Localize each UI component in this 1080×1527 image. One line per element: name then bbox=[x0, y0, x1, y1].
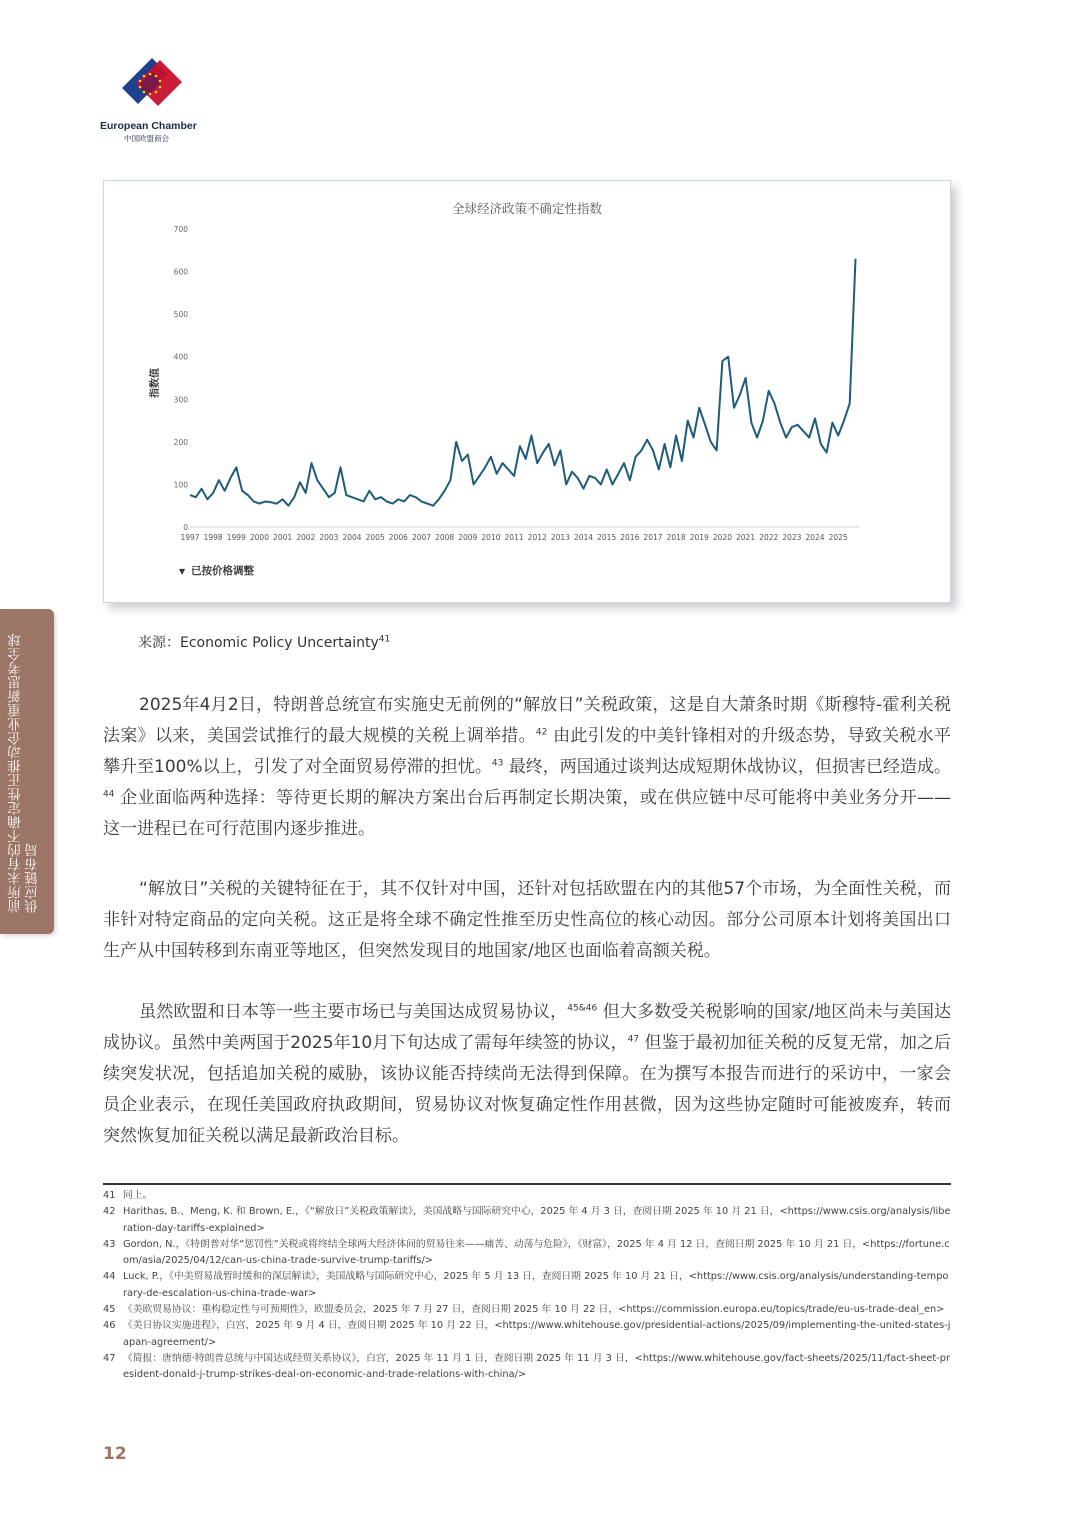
x-tick-label: 2004 bbox=[342, 533, 362, 542]
footnote-number: 42 bbox=[103, 1206, 116, 1218]
p3-text-a: 虽然欧盟和日本等一些主要市场已与美国达成贸易协议， bbox=[139, 1002, 568, 1022]
x-tick-label: 1999 bbox=[226, 533, 246, 542]
x-tick-label: 2019 bbox=[689, 533, 709, 542]
p1-text-d: 企业面临两种选择：等待更长期的解决方案出台后再制定长期决策，或在供应链中尽可能将中美业务分开——这一进程已在可行范围内逐步推进。 bbox=[103, 788, 951, 839]
footnote-number: 41 bbox=[103, 1190, 116, 1201]
x-tick-label: 2013 bbox=[550, 533, 570, 542]
legend-label: 已按价格调整 bbox=[191, 565, 254, 577]
x-tick-label: 1997 bbox=[180, 533, 200, 542]
x-tick-label: 2021 bbox=[736, 533, 756, 542]
x-tick-label: 2003 bbox=[319, 533, 339, 542]
source-ref: 41 bbox=[378, 634, 391, 645]
y-tick-label: 200 bbox=[173, 437, 188, 447]
footnote-text: 《美欧贸易协议：重构稳定性与可预期性》，欧盟委员会，2025 年 7 月 27 日，查阅日期 2025 年 10 月 22 日，<https://commission.europa.eu/topics/trade/eu-us-trade-deal_en> bbox=[123, 1304, 945, 1316]
footnote-text: Gordon, N.，《特朗普对华“惩罚性”关税或将终结全球两大经济体间的贸易往来——痛苦、动荡与危险》，《财富》，2025 年 4 月 12 日，查阅日期 2025 年 10 月 21 日，<https://fortune.com/asia/2025/04/12/can-us-china-trade-survive-trump-tariffs/> bbox=[123, 1238, 950, 1267]
p1-text-b: 由此引发的中美针锋相对的升级态势，导致关税水平攀升至100%以上，引发了对全面贸易停滞的担忧。 bbox=[103, 726, 952, 777]
footnote-ref-47[interactable]: 47 bbox=[627, 1034, 640, 1045]
x-tick-label: 2017 bbox=[643, 533, 663, 542]
footnote-ref-45-46[interactable]: 45&46 bbox=[567, 1003, 598, 1014]
footnote-item bbox=[103, 1269, 951, 1302]
side-chapter-tab bbox=[0, 609, 54, 934]
org-name: European Chamber bbox=[100, 120, 197, 132]
y-tick-label: 700 bbox=[173, 225, 188, 234]
y-tick-label: 100 bbox=[173, 480, 188, 490]
y-tick-label: 600 bbox=[173, 267, 188, 277]
footnote-text: 《美日协议实施进程》，白宫，2025 年 9 月 4 日，查阅日期 2025 年 10 月 22 日，<https://www.whitehouse.gov/presidential-actions/2025/09/implementing-the-united-states-japan-agreement/> bbox=[123, 1320, 951, 1348]
paragraph-3 bbox=[103, 997, 951, 1152]
y-tick-label: 0 bbox=[183, 523, 188, 532]
footnote-number: 46 bbox=[103, 1320, 116, 1332]
paragraph-2 bbox=[103, 874, 951, 967]
footnote-number: 43 bbox=[103, 1238, 116, 1250]
y-tick-label: 500 bbox=[173, 310, 188, 320]
org-name-cn: 中国欧盟商会 bbox=[124, 134, 169, 143]
footnote-ref-42[interactable]: 42 bbox=[535, 727, 548, 738]
y-axis-label: 指数值 bbox=[150, 368, 161, 398]
footnote-number: 45 bbox=[103, 1304, 116, 1316]
eu-chamber-emblem-icon bbox=[116, 52, 182, 118]
side-chapter-title: 前所未有的不确定性正推动企业重新思考全球供应链布局 bbox=[8, 633, 41, 913]
x-tick-label: 2005 bbox=[365, 533, 385, 542]
chart-legend bbox=[179, 564, 254, 577]
x-tick-label: 2014 bbox=[573, 533, 594, 542]
footnote-number: 44 bbox=[103, 1271, 116, 1283]
p3-text-c: 但鉴于最初加征关税的反复无常，加之后续突发状况，包括追加关税的威胁，该协议能否持续尚无法得到保障。在为撰写本报告而进行的采访中，一家会员企业表示，在现任美国政府执政期间，贸易协议对恢复确定性作用甚微，因为这些协定随时可能被废弃，转而突然恢复加征关税以满足最新政治目标。 bbox=[103, 1033, 951, 1146]
x-tick-label: 2018 bbox=[666, 533, 686, 542]
x-tick-label: 2009 bbox=[458, 533, 478, 542]
x-tick-label: 2016 bbox=[620, 533, 640, 542]
footnote-item bbox=[103, 1204, 951, 1237]
footnote-item bbox=[103, 1237, 951, 1270]
series-line-price-adjusted bbox=[190, 259, 856, 506]
footnote-text: Luck, P.，《中美贸易战暂时缓和的深层解读》，美国战略与国际研究中心，2025 年 5 月 13 日，查阅日期 2025 年 10 月 21 日，<https://www.csis.org/analysis/understanding-temporary-de-escalation-us-china-trade-war> bbox=[123, 1271, 949, 1299]
x-tick-label: 2011 bbox=[504, 533, 524, 542]
footnote-ref-43[interactable]: 43 bbox=[491, 758, 504, 769]
y-tick-label: 400 bbox=[173, 352, 188, 362]
footnote-item bbox=[103, 1188, 951, 1204]
x-tick-label: 2002 bbox=[296, 533, 316, 542]
page-number: 12 bbox=[103, 1444, 127, 1464]
x-tick-label: 2012 bbox=[527, 533, 547, 542]
footnote-item bbox=[103, 1318, 951, 1351]
footnote-item bbox=[103, 1351, 951, 1384]
x-tick-label: 2024 bbox=[805, 533, 825, 542]
line-chart bbox=[104, 181, 950, 602]
x-tick-label: 2006 bbox=[388, 533, 408, 542]
x-tick-label: 2007 bbox=[411, 533, 432, 542]
footnote-divider bbox=[103, 1183, 951, 1185]
chart-source bbox=[138, 632, 390, 652]
footnotes bbox=[103, 1188, 951, 1384]
x-tick-label: 1998 bbox=[203, 533, 223, 542]
footnote-text: Harithas, B.、Meng, K. 和 Brown, E.，《“解放日”关税政策解读》，美国战略与国际研究中心，2025 年 4 月 3 日，查阅日期 2025 年 10 月 21 日，<https://www.csis.org/analysis/liberation-day-tariffs-explained> bbox=[123, 1206, 951, 1234]
p1-text-a: 2025年4月2日，特朗普总统宣布实施史无前例的“解放日”关税政策，这是自大萧条时期《斯穆特-霍利关税法案》以来，美国尝试推行的最大规模的关税上调举措。 bbox=[103, 695, 951, 746]
x-tick-label: 2023 bbox=[782, 533, 802, 542]
x-tick-label: 2001 bbox=[273, 533, 293, 542]
chart-title: 全球经济政策不确定性指数 bbox=[451, 201, 603, 216]
p2-text-a: “解放日”关税的关键特征在于，其不仅针对中国，还针对包括欧盟在内的其他57个市场，为全面性关税，而非针对特定商品的定向关税。这正是将全球不确定性推至历史性高位的核心动因。部分公司原本计划将美国出口生产从中国转移到东南亚等地区，但突然发现目的地国家/地区也面临着高额关税。 bbox=[103, 879, 951, 961]
footnote-text: 同上。 bbox=[123, 1190, 153, 1201]
footnote-ref-44[interactable]: 44 bbox=[103, 789, 115, 800]
european-chamber-logo bbox=[100, 52, 200, 144]
x-tick-label: 2010 bbox=[481, 533, 501, 542]
x-tick-label: 2008 bbox=[435, 533, 455, 542]
y-tick-label: 300 bbox=[173, 395, 188, 405]
x-tick-label: 2015 bbox=[597, 533, 617, 542]
x-tick-label: 2000 bbox=[249, 533, 269, 542]
source-label: 来源：Economic Policy Uncertainty bbox=[138, 635, 379, 651]
footnote-number: 47 bbox=[103, 1352, 116, 1364]
x-tick-label: 2025 bbox=[828, 533, 848, 542]
uncertainty-chart bbox=[103, 180, 951, 603]
legend-marker-icon: ▼ bbox=[179, 567, 186, 576]
footnote-text: 《简报：唐纳德·特朗普总统与中国达成经贸关系协议》，白宫，2025 年 11 月 1 日，查阅日期 2025 年 11 月 3 日，<https://www.whitehouse.gov/fact-sheets/2025/11/fact-sheet-president-donald-j-trump-strikes-deal-on-economic-and-trade-relations-with-china/> bbox=[123, 1352, 951, 1381]
x-tick-label: 2020 bbox=[712, 533, 732, 542]
p3-text-b: 但大多数受关税影响的国家/地区尚未与美国达成协议。虽然中美两国于2025年10月下旬达成了需每年续签的协议， bbox=[103, 1002, 951, 1053]
paragraph-1 bbox=[103, 690, 951, 845]
p1-text-c: 最终，两国通过谈判达成短期休战协议，但损害已经造成。 bbox=[503, 757, 951, 777]
footnote-item bbox=[103, 1302, 951, 1318]
x-tick-label: 2022 bbox=[759, 533, 779, 542]
